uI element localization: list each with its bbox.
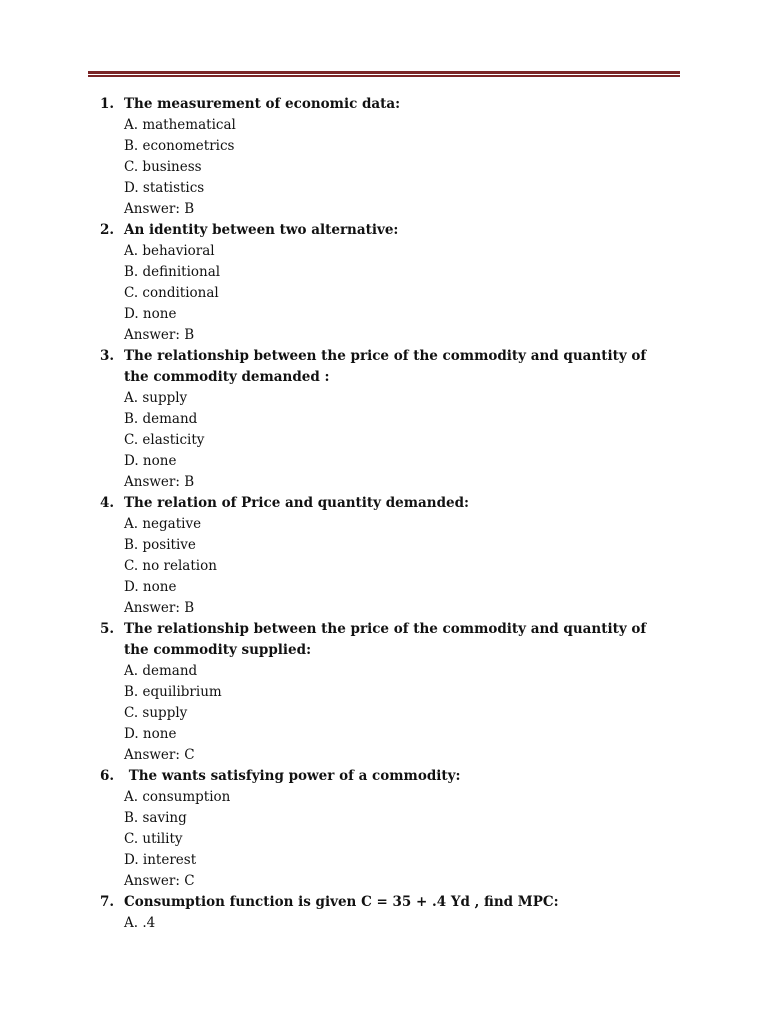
option-d: D. statistics [124,180,205,196]
option-d: D. none [124,453,177,469]
question-heading [0,346,768,388]
answer: Answer: B [124,474,195,490]
question-text: The relationship between the price of the commodity and quantity of the commodity demanded : [124,348,647,385]
question-number: 2. [100,222,115,238]
question-text: The relationship between the price of the commodity and quantity of the commodity supplied: [124,621,647,658]
question-5 [0,619,768,766]
question-2 [0,220,768,346]
question-number: 1. [100,96,115,112]
answer: Answer: C [124,747,195,763]
option-c: C. elasticity [124,432,205,448]
option-a: A. negative [124,516,202,532]
header-rule-thick [88,71,680,74]
option-d: D. none [124,726,177,742]
question-6 [0,766,768,892]
answer: Answer: B [124,327,195,343]
option-c: C. supply [124,705,188,721]
question-heading [0,220,768,241]
question-text: Consumption function is given C = 35 + .4 Yd , find MPC: [124,894,559,910]
question-text: The measurement of economic data: [124,96,401,112]
option-d: D. none [124,306,177,322]
question-1 [0,94,768,220]
question-7 [0,892,768,934]
option-d: D. none [124,579,177,595]
option-b: B. equilibrium [124,684,222,700]
question-number: 3. [100,348,115,364]
question-heading [0,493,768,514]
option-b: B. positive [124,537,196,553]
question-number: 7. [100,894,115,910]
option-a: A. behavioral [124,243,215,259]
question-text: The wants satisfying power of a commodity: [124,768,461,784]
question-heading [0,94,768,115]
option-c: C. no relation [124,558,217,574]
question-number: 5. [100,621,115,637]
option-c: C. utility [124,831,183,847]
question-list [0,94,768,934]
question-4 [0,493,768,619]
option-b: B. econometrics [124,138,235,154]
option-b: B. definitional [124,264,221,280]
question-heading [0,892,768,913]
option-c: C. conditional [124,285,219,301]
answer: Answer: C [124,873,195,889]
option-b: B. demand [124,411,198,427]
option-d: D. interest [124,852,197,868]
option-c: C. business [124,159,202,175]
option-a: A. .4 [124,915,156,931]
question-number: 6. [100,768,115,784]
option-a: A. demand [124,663,198,679]
option-b: B. saving [124,810,187,826]
answer: Answer: B [124,201,195,217]
header-rule-thin [88,75,680,77]
option-a: A. consumption [124,789,231,805]
option-a: A. mathematical [124,117,236,133]
question-heading [0,766,768,787]
answer: Answer: B [124,600,195,616]
question-text: An identity between two alternative: [124,222,399,238]
question-text: The relation of Price and quantity demanded: [124,495,470,511]
question-number: 4. [100,495,115,511]
question-heading [0,619,768,661]
question-3 [0,346,768,493]
option-a: A. supply [124,390,188,406]
